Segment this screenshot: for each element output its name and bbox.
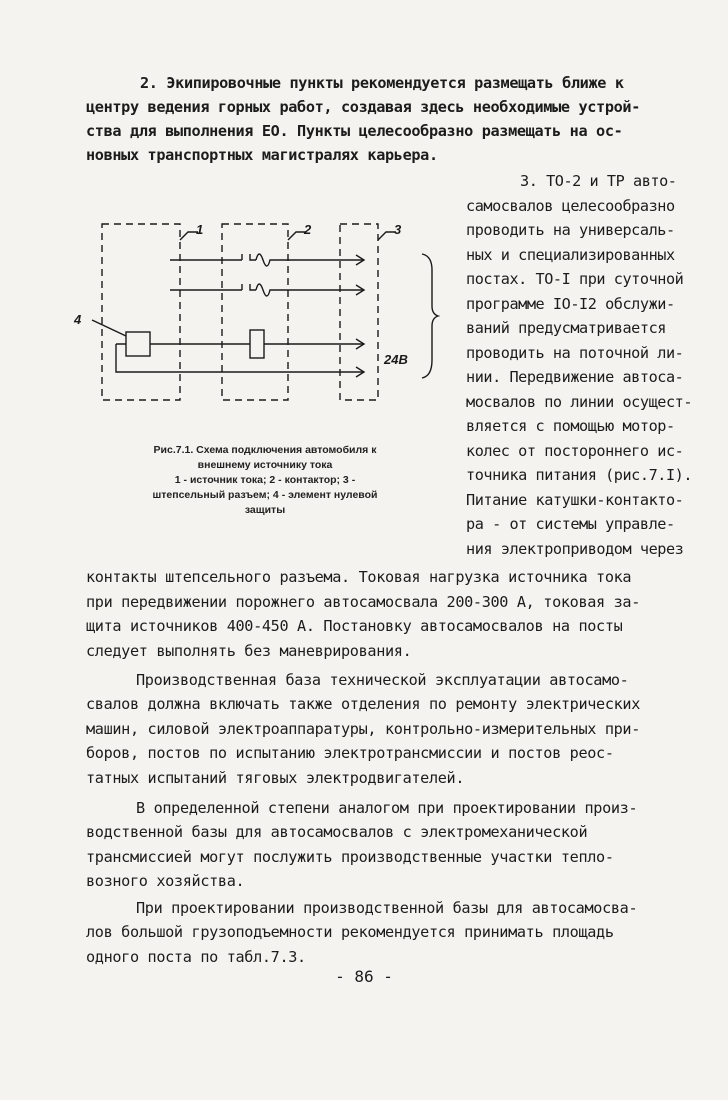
caption-line: 1 - источник тока; 2 - контактор; 3 - — [174, 474, 356, 486]
text-line: ства для выполнения ЕО. Пункты целесообразно размещать на ос- — [86, 122, 623, 140]
text-line: контакты штепсельного разъема. Токовая нагрузка источника тока — [86, 568, 632, 586]
text-line: самосвалов целесообразно — [466, 197, 675, 215]
circuit-diagram — [70, 210, 440, 410]
source-box — [102, 224, 180, 400]
text-line: водственной базы для автосамосвалов с электромеханической — [86, 823, 588, 841]
text-line: вляется с помощью мотор- — [466, 417, 675, 435]
text-line: Питание катушки-контакто- — [466, 491, 684, 509]
contactor-box — [222, 224, 288, 400]
voltage-label: 24В — [384, 352, 408, 367]
text-line: новных транспортных магистралях карьера. — [86, 146, 438, 164]
text-line: мосвалов по линии осущест- — [466, 393, 693, 411]
text-line: проводить на универсаль- — [466, 221, 675, 239]
text-line: 2. Экипировочные пункты рекомендуется размещать ближе к — [140, 74, 624, 92]
caption-line: штепсельный разъем; 4 - элемент нулевой — [152, 489, 378, 501]
caption-line: внешнему источнику тока — [197, 459, 333, 471]
text-line: трансмиссией могут послужить производственные участки тепло- — [86, 848, 614, 866]
text-line: центру ведения горных работ, создавая здесь необходимые устрой- — [86, 98, 641, 116]
text-line: точника питания (рис.7.I). — [466, 466, 693, 484]
text-line: колес от постороннего ис- — [466, 442, 684, 460]
text-line: лов большой грузоподъемности рекомендуется принимать площадь — [86, 923, 614, 941]
text-line: возного хозяйства. — [86, 872, 245, 890]
label-1: 1 — [196, 222, 204, 237]
text-line: При проектировании производственной базы для автосамосва- — [136, 899, 638, 917]
text-line: ния электроприводом через — [466, 540, 684, 558]
text-line: одного поста по табл.7.3. — [86, 948, 306, 966]
text-line: при передвижении порожнего автосамосвала 200-300 А, токовая за- — [86, 593, 641, 611]
text-line: свалов должна включать также отделения по ремонту электрических — [86, 695, 641, 713]
text-line: машин, силовой электроаппаратуры, контрольно-измерительных при- — [86, 720, 641, 738]
text-line: нии. Передвижение автоса- — [466, 368, 684, 386]
text-line: программе IO-I2 обслужи- — [466, 295, 675, 313]
label-3: 3 — [394, 222, 402, 237]
label-2: 2 — [304, 222, 312, 237]
caption-line: защиты — [244, 504, 286, 516]
text-line: боров, постов по испытанию электротрансмиссии и постов реос- — [86, 744, 614, 762]
text-line: проводить на поточной ли- — [466, 344, 684, 362]
caption-line: Рис.7.1. Схема подключения автомобиля к — [153, 444, 377, 456]
text-line: ра - от системы управле- — [466, 515, 675, 533]
text-line: В определенной степени аналогом при проектировании произ- — [136, 799, 638, 817]
text-line: постах. ТО-I при суточной — [466, 270, 684, 288]
connector-box — [340, 224, 378, 400]
text-line: следует выполнять без маневрирования. — [86, 642, 412, 660]
label-4: 4 — [74, 312, 82, 327]
text-line: татных испытаний тяговых электродвигателей. — [86, 769, 465, 787]
text-line: 3. ТО-2 и ТР авто- — [520, 172, 677, 190]
text-line: щита источников 400-450 А. Постановку автосамосвалов на посты — [86, 617, 623, 635]
text-line: ных и специализированных — [466, 246, 675, 264]
text-line: ваний предусматривается — [466, 319, 666, 337]
text-line: Производственная база технической эксплуатации автосамо- — [136, 671, 629, 689]
page-number: - 86 - — [335, 967, 393, 986]
